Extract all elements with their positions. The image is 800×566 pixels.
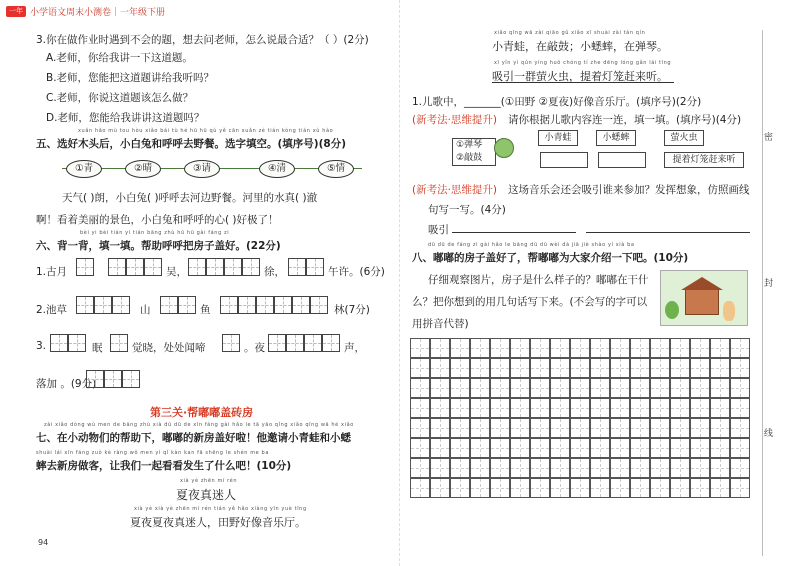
firefly-answer: 提着灯笼赶来听 [664, 152, 744, 168]
options-box [452, 138, 496, 166]
answer-box[interactable] [306, 258, 324, 276]
grid-cell[interactable] [430, 418, 450, 438]
grid-cell[interactable] [490, 458, 510, 478]
q6-pinyin: bèi yi bèi tián yi tián bāng zhù hū hū gài fáng zi [80, 230, 230, 236]
r-q3-text-2: 句写一写。(4分) [428, 204, 506, 216]
grid-cell[interactable] [650, 358, 670, 378]
answer-box[interactable] [76, 296, 94, 314]
q3-option-c: C.老师，你说这道题该怎么做？ [46, 92, 194, 104]
q8-body-1: 仔细观察图片，房子是什么样子的？嘟嘟在干什 [428, 274, 649, 286]
grid-cell[interactable] [550, 458, 570, 478]
q6-1-label: 1.古月 [36, 266, 68, 278]
grid-cell[interactable] [430, 398, 450, 418]
grid-cell[interactable] [450, 398, 470, 418]
q6-3-text-5: 声， [344, 342, 365, 354]
grid-cell[interactable] [530, 458, 550, 478]
grid-cell[interactable] [610, 358, 630, 378]
grid-cell[interactable] [630, 338, 650, 358]
q3-option-d: D.老师，您能给我讲讲这道题吗？ [46, 112, 205, 124]
grid-cell[interactable] [630, 358, 650, 378]
stone-5: ⑤情 [318, 160, 354, 178]
grid-cell[interactable] [570, 338, 590, 358]
grid-cell[interactable] [490, 378, 510, 398]
q5-pinyin: xuǎn hǎo mù tou hòu xiǎo bái tù hé hū hū qù yě cān xuǎn zé tián kòng tián xù hào [78, 128, 334, 134]
grid-cell[interactable] [510, 478, 530, 498]
grid-cell[interactable] [530, 478, 550, 498]
q6-2-text-4: 林(7分) [334, 304, 370, 316]
grid-cell[interactable] [490, 338, 510, 358]
grid-cell[interactable] [410, 458, 430, 478]
grade-badge: 一年 [6, 6, 26, 17]
answer-box[interactable] [50, 334, 68, 352]
answer-box[interactable] [126, 258, 144, 276]
grid-cell[interactable] [590, 458, 610, 478]
grid-cell[interactable] [530, 398, 550, 418]
answer-box[interactable] [242, 258, 260, 276]
frog-icon [494, 138, 514, 158]
writing-grid[interactable] [410, 338, 750, 498]
answer-box[interactable] [110, 334, 128, 352]
grid-cell[interactable] [470, 478, 490, 498]
q7-pinyin-2: shuài lái xīn fáng zuò kè ràng wǒ men yì qǐ kàn kan fā shēng le shén me ba [36, 450, 269, 456]
r-q2-tag: (新考法·思维提升) [412, 114, 498, 126]
grid-cell[interactable] [470, 398, 490, 418]
q7-line-1: 七、在小动物们的帮助下，嘟嘟的新房盖好啦！他邀请小青蛙和小蟋 [36, 432, 351, 444]
grid-cell[interactable] [410, 338, 430, 358]
grid-cell[interactable] [530, 338, 550, 358]
grid-cell[interactable] [630, 418, 650, 438]
poem-line-3: 吸引一群萤火虫，提着灯笼赶来听。 [492, 70, 668, 83]
grid-cell[interactable] [610, 478, 630, 498]
answer-box[interactable] [304, 334, 322, 352]
grid-cell[interactable] [470, 418, 490, 438]
seal-char-3: 线 [764, 429, 774, 439]
q6-title: 六、背一背，填一填。帮助呼呼把房子盖好。(22分) [36, 240, 281, 252]
q6-1-text-2: 吴， [166, 266, 187, 278]
seal-line [762, 30, 763, 556]
grid-cell[interactable] [710, 398, 730, 418]
option-2: ②敲鼓 [456, 153, 483, 163]
q6-1-text-4: 午许。(6分) [328, 266, 385, 278]
grid-cell[interactable] [410, 478, 430, 498]
grid-cell[interactable] [530, 378, 550, 398]
grid-cell[interactable] [470, 338, 490, 358]
grid-cell[interactable] [670, 438, 690, 458]
q5-title: 五、选好木头后，小白兔和呼呼去野餐。选字填空。(填序号)(8分) [36, 138, 346, 150]
answer-box[interactable] [288, 258, 306, 276]
grid-cell[interactable] [430, 438, 450, 458]
grid-cell[interactable] [510, 338, 530, 358]
page-divider [399, 0, 400, 566]
answer-slot-cricket[interactable] [598, 152, 646, 168]
grid-cell[interactable] [490, 478, 510, 498]
grid-cell[interactable] [730, 338, 750, 358]
grid-cell[interactable] [490, 438, 510, 458]
q7-line-2: 蟀去新房做客，让我们一起看看发生了什么吧！(10分) [36, 460, 292, 472]
grid-cell[interactable] [710, 338, 730, 358]
grid-cell[interactable] [590, 358, 610, 378]
grid-cell[interactable] [410, 358, 430, 378]
grid-cell[interactable] [690, 438, 710, 458]
poem-pinyin-1: xià yè xià yè zhēn mí rén tián yě hǎo xiàng yīn yuè tīng [134, 506, 307, 512]
answer-box[interactable] [188, 258, 206, 276]
grid-cell[interactable] [710, 358, 730, 378]
answer-box[interactable] [144, 258, 162, 276]
grid-cell[interactable] [550, 438, 570, 458]
stone-2: ②晴 [125, 160, 161, 178]
r-q3-prompt: 吸引 [428, 224, 449, 236]
grid-cell[interactable] [690, 378, 710, 398]
r-q3-text: 这场音乐会还会吸引谁来参加？发挥想象，仿照画线 [508, 184, 750, 196]
answer-box[interactable] [76, 258, 94, 276]
header-title: 小学语文周末小测卷｜一年级下册 [30, 8, 166, 18]
answer-box[interactable] [220, 296, 238, 314]
q6-2-text-2: 山 [140, 304, 151, 316]
house-picture [660, 270, 748, 326]
grid-cell[interactable] [730, 398, 750, 418]
q8-body-2: 么？把你想到的用几句话写下来。(不会写的字可以 [412, 296, 648, 308]
grid-cell[interactable] [590, 398, 610, 418]
grid-cell[interactable] [510, 458, 530, 478]
grid-cell[interactable] [590, 438, 610, 458]
grid-cell[interactable] [510, 438, 530, 458]
grid-cell[interactable] [570, 458, 590, 478]
grid-cell[interactable] [630, 478, 650, 498]
answer-line-2[interactable] [586, 232, 750, 233]
grid-cell[interactable] [610, 398, 630, 418]
grid-cell[interactable] [630, 458, 650, 478]
grid-cell[interactable] [450, 378, 470, 398]
seal-char-1: 密 [764, 133, 774, 143]
grid-cell[interactable] [410, 418, 430, 438]
q8-title: 八、嘟嘟的房子盖好了，帮嘟嘟为大家介绍一下吧。(10分) [412, 252, 689, 264]
q8-body-3: 用拼音代替) [412, 318, 469, 330]
grid-cell[interactable] [410, 438, 430, 458]
answer-box[interactable] [178, 296, 196, 314]
grid-cell[interactable] [670, 358, 690, 378]
q5-line-2: 啊！看着美丽的景色，小白兔和呼呼的心( )好极了！ [36, 214, 279, 226]
grid-cell[interactable] [730, 378, 750, 398]
answer-box[interactable] [206, 258, 224, 276]
grid-cell[interactable] [470, 438, 490, 458]
grid-cell[interactable] [730, 458, 750, 478]
q8-pinyin: dū dū de fáng zi gài hǎo le bāng dū dū wèi dà jiā jiè shào yí xià ba [428, 242, 635, 248]
grid-cell[interactable] [490, 418, 510, 438]
grid-cell[interactable] [490, 398, 510, 418]
grid-cell[interactable] [510, 398, 530, 418]
grid-cell[interactable] [450, 358, 470, 378]
r-q3-tag: (新考法·思维提升) [412, 184, 498, 196]
grid-cell[interactable] [550, 378, 570, 398]
grid-cell[interactable] [510, 378, 530, 398]
poem-pinyin-3: xī yǐn yì qún yíng huǒ chóng tí zhe dēng lóng gǎn lái tīng [494, 60, 672, 66]
grid-cell[interactable] [730, 418, 750, 438]
grid-cell[interactable] [430, 458, 450, 478]
q3-option-a: A.老师，你给我讲一下这道题。 [46, 52, 193, 64]
grid-cell[interactable] [710, 478, 730, 498]
grid-cell[interactable] [690, 398, 710, 418]
stone-1: ①青 [66, 160, 102, 178]
grid-cell[interactable] [610, 458, 630, 478]
grid-cell[interactable] [650, 398, 670, 418]
q6-3-text-3: 觉晓，处处闻啼 [132, 342, 206, 354]
grid-cell[interactable] [450, 458, 470, 478]
grid-cell[interactable] [450, 478, 470, 498]
grid-cell[interactable] [470, 458, 490, 478]
grid-cell[interactable] [650, 418, 670, 438]
tree [665, 301, 679, 319]
answer-box[interactable] [122, 370, 140, 388]
q6-2-text-3: 鱼 [200, 304, 211, 316]
answer-box[interactable] [68, 334, 86, 352]
poem-title-pinyin: xià yè zhēn mí rén [180, 478, 238, 484]
answer-box[interactable] [108, 258, 126, 276]
r-q1: 1.儿歌中，_______(①田野 ②夏夜)好像音乐厅。(填序号)(2分) [412, 96, 702, 108]
answer-box[interactable] [222, 334, 240, 352]
q6-3-text-4: 。夜 [244, 342, 265, 354]
seal-char-2: 封 [764, 279, 774, 289]
grid-cell[interactable] [650, 478, 670, 498]
grid-cell[interactable] [530, 418, 550, 438]
grid-cell[interactable] [630, 438, 650, 458]
grid-cell[interactable] [550, 418, 570, 438]
grid-cell[interactable] [430, 358, 450, 378]
option-1: ①弹琴 [456, 140, 483, 150]
answer-box[interactable] [86, 370, 104, 388]
animal-cricket-label: 小蟋蟀 [596, 130, 636, 146]
q7-pinyin: zài xiǎo dòng wù men de bāng zhù xià dū dū de xīn fáng gài hǎo le tā yāo qǐng xiǎo qīng wā hé xiǎo [44, 422, 354, 428]
answer-box[interactable] [94, 296, 112, 314]
grid-cell[interactable] [490, 358, 510, 378]
answer-box[interactable] [274, 296, 292, 314]
grid-cell[interactable] [610, 338, 630, 358]
answer-box[interactable] [224, 258, 242, 276]
house-wall [685, 289, 719, 315]
grid-cell[interactable] [590, 478, 610, 498]
answer-line-1[interactable] [452, 232, 576, 233]
grid-cell[interactable] [730, 358, 750, 378]
animal-firefly-label: 萤火虫 [664, 130, 704, 146]
q6-3-end: 落加 。(9分) [36, 378, 97, 390]
grid-cell[interactable] [570, 438, 590, 458]
answer-box[interactable] [238, 296, 256, 314]
grid-cell[interactable] [650, 438, 670, 458]
grid-cell[interactable] [550, 478, 570, 498]
q3-text: 3.你在做作业时遇到不会的题，想去问老师，怎么说最合适？（ ）(2分) [36, 34, 369, 46]
q5-line-1: 天气( )朗，小白兔( )呼呼去河边野餐。河里的水真( )澈 [62, 192, 318, 204]
grid-cell[interactable] [610, 438, 630, 458]
q6-3-text-2: 眠 [92, 342, 103, 354]
grid-cell[interactable] [530, 358, 550, 378]
answer-slot-frog[interactable] [540, 152, 588, 168]
q6-1-text-3: 徐， [264, 266, 285, 278]
house-roof [681, 277, 723, 290]
grid-cell[interactable] [570, 398, 590, 418]
stone-4: ④清 [259, 160, 295, 178]
q6-3-label: 3. [36, 340, 47, 352]
answer-box[interactable] [160, 296, 178, 314]
grid-cell[interactable] [630, 398, 650, 418]
grid-cell[interactable] [570, 478, 590, 498]
grid-cell[interactable] [670, 398, 690, 418]
grid-cell[interactable] [450, 418, 470, 438]
grid-cell[interactable] [690, 358, 710, 378]
grid-cell[interactable] [570, 358, 590, 378]
grid-cell[interactable] [650, 338, 670, 358]
grid-cell[interactable] [430, 478, 450, 498]
grid-cell[interactable] [610, 378, 630, 398]
grid-cell[interactable] [470, 378, 490, 398]
answer-box[interactable] [286, 334, 304, 352]
grid-cell[interactable] [730, 478, 750, 498]
grid-cell[interactable] [670, 378, 690, 398]
q3-option-b: B.老师，您能把这道题讲给我听吗？ [46, 72, 215, 84]
q6-2-label: 2.池草 [36, 304, 68, 316]
grid-cell[interactable] [690, 478, 710, 498]
grid-cell[interactable] [450, 438, 470, 458]
dudu-figure [723, 301, 735, 321]
grid-cell[interactable] [670, 338, 690, 358]
grid-cell[interactable] [690, 418, 710, 438]
answer-box[interactable] [112, 296, 130, 314]
answer-box[interactable] [322, 334, 340, 352]
grid-cell[interactable] [650, 458, 670, 478]
grid-cell[interactable] [650, 378, 670, 398]
grid-cell[interactable] [690, 338, 710, 358]
answer-box[interactable] [310, 296, 328, 314]
grid-cell[interactable] [570, 378, 590, 398]
grid-cell[interactable] [710, 458, 730, 478]
answer-box[interactable] [256, 296, 274, 314]
r-q2-text: 请你根据儿歌内容连一连，填一填。(填序号)(4分) [508, 114, 742, 126]
answer-box[interactable] [292, 296, 310, 314]
grid-cell[interactable] [550, 398, 570, 418]
answer-box[interactable] [268, 334, 286, 352]
grid-cell[interactable] [630, 378, 650, 398]
poem-line-1: 夏夜夏夜真迷人，田野好像音乐厅。 [130, 516, 306, 529]
level-title: 第三关·帮嘟嘟盖砖房 [150, 406, 254, 419]
poem-title: 夏夜真迷人 [176, 488, 237, 502]
poem-line-2: 小青蛙，在敲鼓；小蟋蟀，在弹琴。 [492, 40, 668, 53]
grid-cell[interactable] [690, 458, 710, 478]
grid-cell[interactable] [710, 418, 730, 438]
grid-cell[interactable] [450, 338, 470, 358]
grid-cell[interactable] [670, 458, 690, 478]
grid-cell[interactable] [430, 338, 450, 358]
grid-cell[interactable] [710, 438, 730, 458]
grid-cell[interactable] [670, 418, 690, 438]
grid-cell[interactable] [530, 438, 550, 458]
grid-cell[interactable] [410, 398, 430, 418]
grid-cell[interactable] [610, 418, 630, 438]
stone-3: ③请 [184, 160, 220, 178]
grid-cell[interactable] [710, 378, 730, 398]
page-number: 94 [38, 538, 49, 547]
grid-cell[interactable] [550, 358, 570, 378]
grid-cell[interactable] [570, 418, 590, 438]
grid-cell[interactable] [510, 358, 530, 378]
grid-cell[interactable] [410, 378, 430, 398]
grid-cell[interactable] [730, 438, 750, 458]
grid-cell[interactable] [590, 378, 610, 398]
poem-underline [492, 82, 674, 83]
grid-cell[interactable] [550, 338, 570, 358]
poem-pinyin-2: xiǎo qīng wā zài qiāo gǔ xiǎo xī shuài zài tán qín [494, 30, 646, 36]
grid-cell[interactable] [510, 418, 530, 438]
grid-cell[interactable] [670, 478, 690, 498]
answer-box[interactable] [104, 370, 122, 388]
grid-cell[interactable] [590, 418, 610, 438]
grid-cell[interactable] [470, 358, 490, 378]
grid-cell[interactable] [430, 378, 450, 398]
grid-cell[interactable] [590, 338, 610, 358]
animal-frog-label: 小青蛙 [538, 130, 578, 146]
